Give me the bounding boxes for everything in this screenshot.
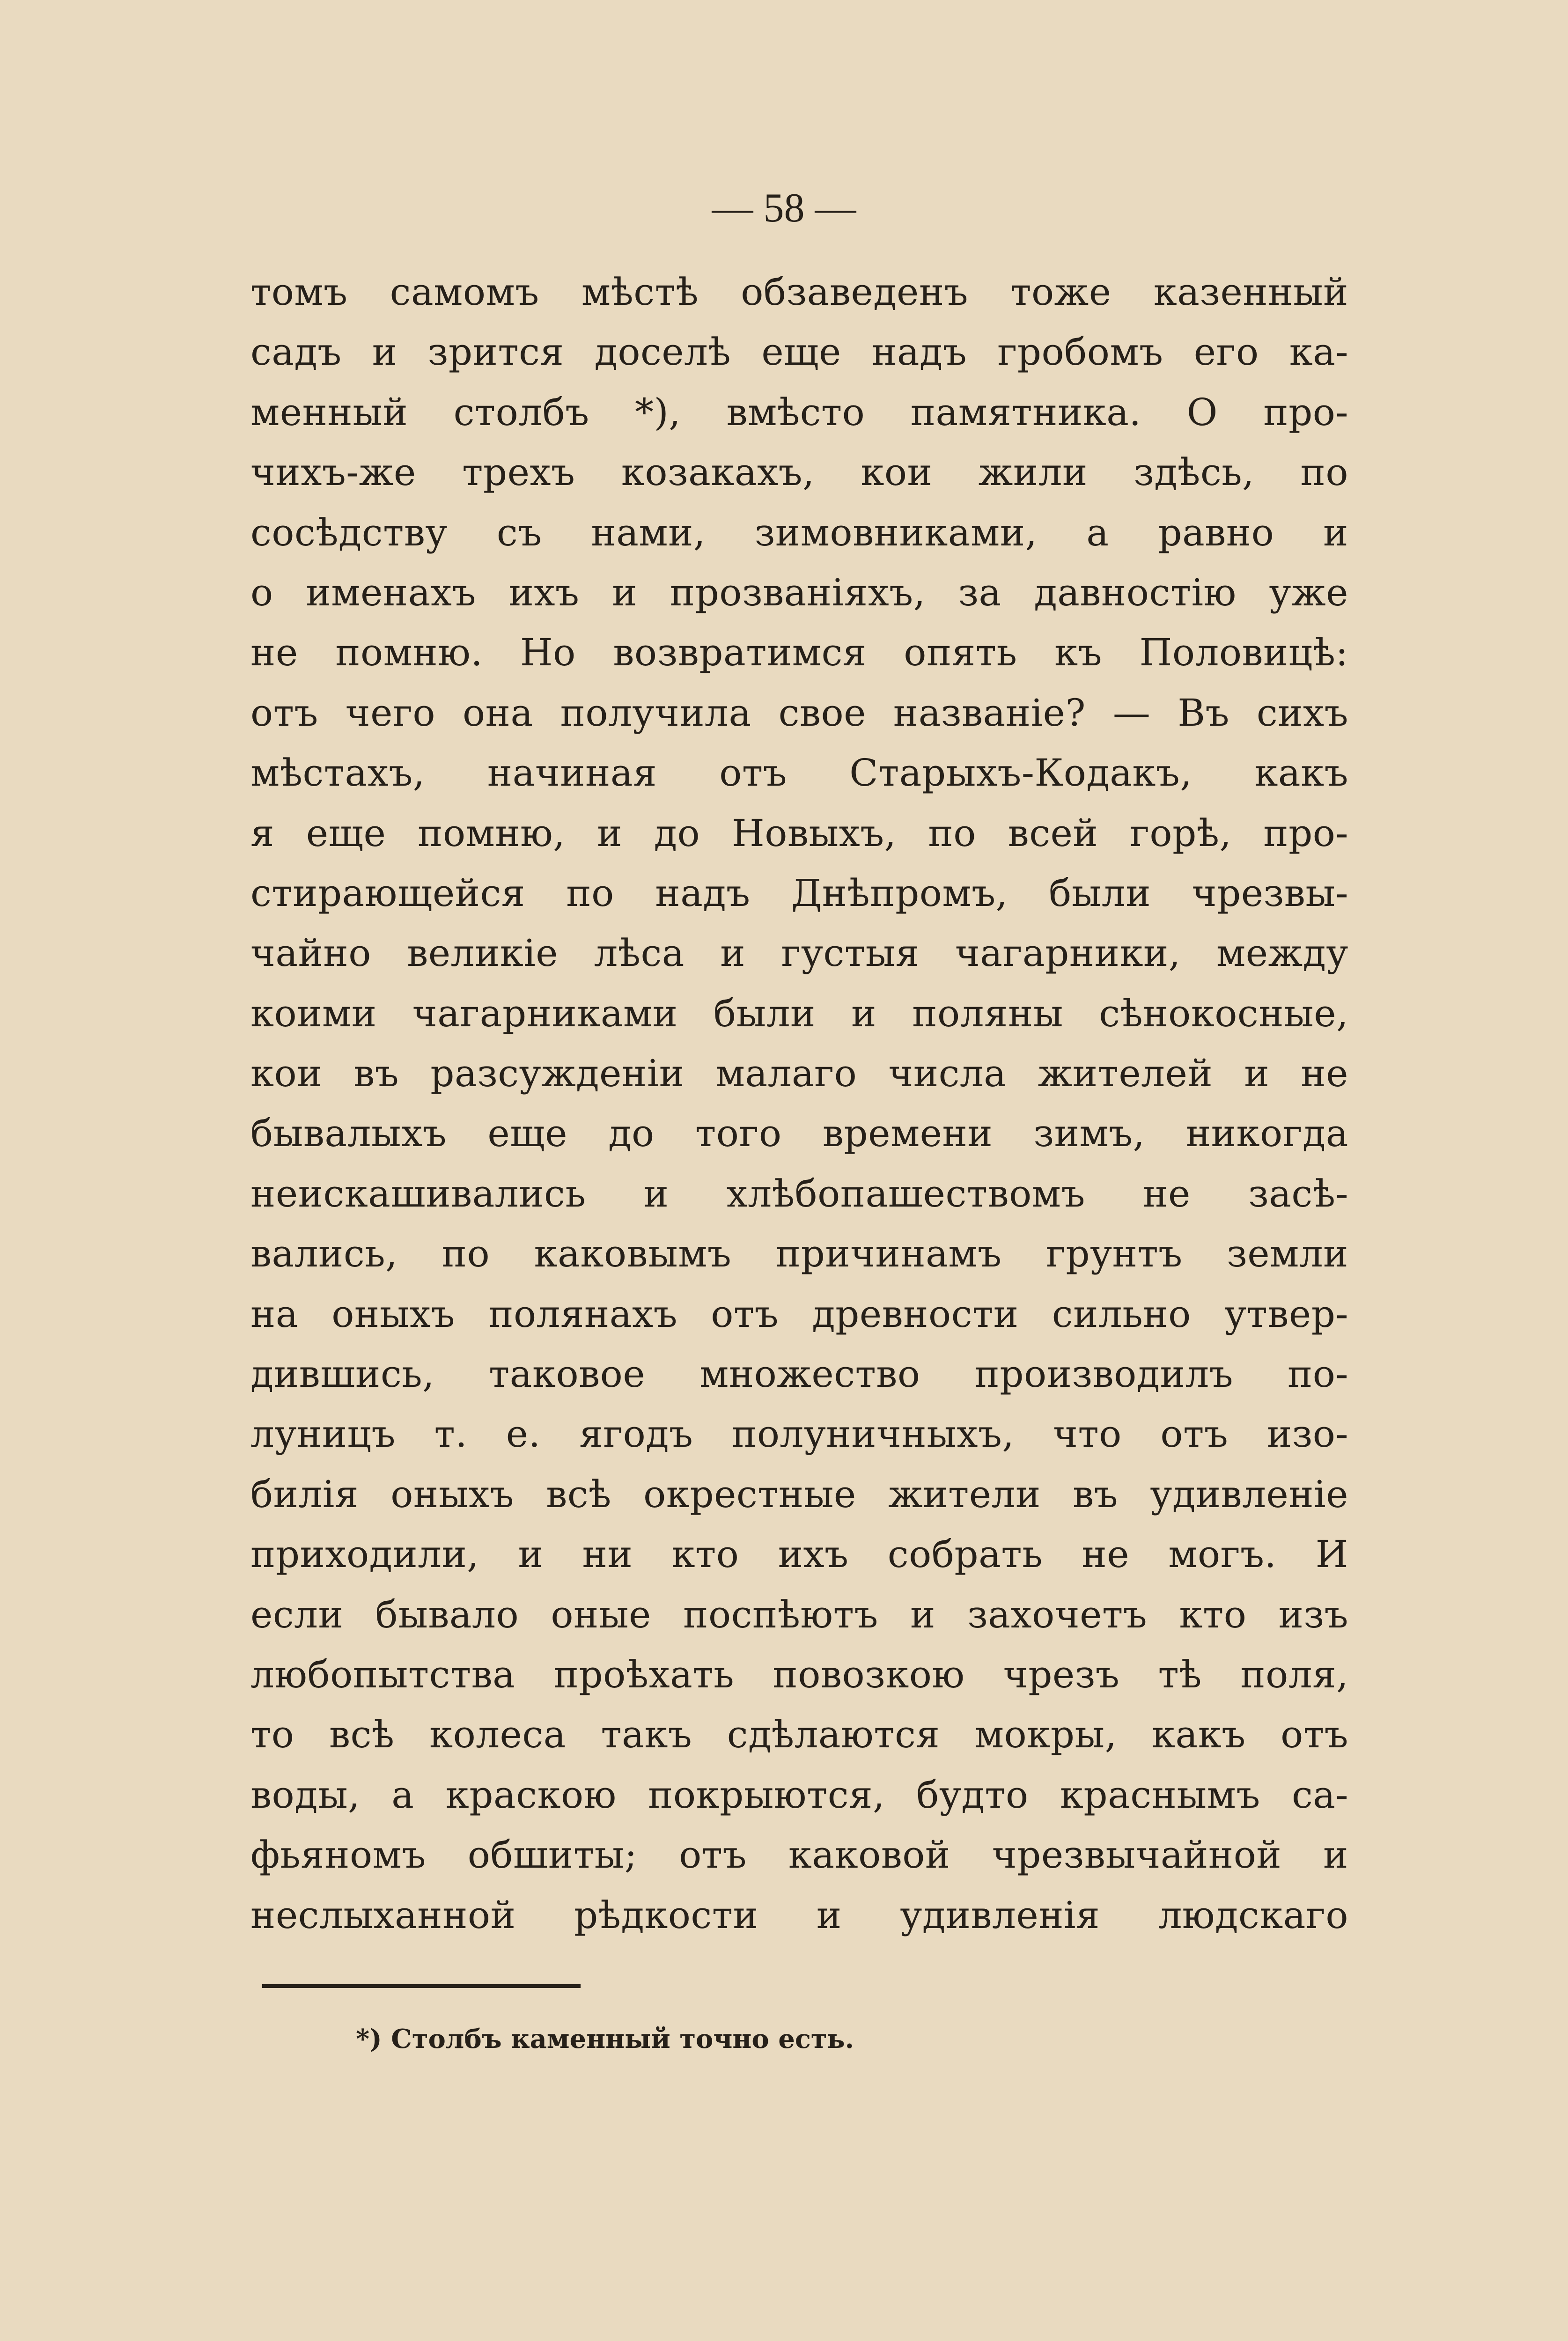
body-text [250, 262, 1348, 1945]
text-line: дившись, таковое множество производилъ по- [250, 1352, 1348, 1396]
text-line: неслыханной рѣдкости и удивленія людскаго [250, 1893, 1348, 1937]
text-line: отъ чего она получила свое названіе? — Въ сихъ [250, 691, 1348, 735]
text-line: то всѣ колеса такъ сдѣлаются мокры, какъ отъ [250, 1713, 1348, 1757]
text-line: сосѣдству съ нами, зимовниками, а равно и [250, 510, 1348, 554]
text-line: если бывало оные поспѣютъ и захочетъ кто изъ [250, 1592, 1348, 1636]
text-line: я еще помню, и до Новыхъ, по всей горѣ, про- [250, 811, 1348, 855]
footnote-divider [262, 1984, 581, 1988]
text-line: вались, по каковымъ причинамъ грунтъ земли [250, 1232, 1348, 1276]
text-line: неискашивались и хлѣбопашествомъ не засѣ- [250, 1171, 1348, 1215]
text-line: мѣстахъ, начиная отъ Старыхъ-Кодакъ, какъ [250, 751, 1348, 795]
text-line: о именахъ ихъ и прозваніяхъ, за давностію уже [250, 570, 1348, 614]
text-line: воды, а краскою покрыются, будто краснымъ са- [250, 1773, 1348, 1817]
text-line: чихъ-же трехъ козакахъ, кои жили здѣсь, по [250, 450, 1348, 494]
text-line: на оныхъ полянахъ отъ древности сильно утвер- [250, 1292, 1348, 1336]
page-number: — 58 — [712, 185, 856, 231]
text-line: томъ самомъ мѣстѣ обзаведенъ тоже казенный [250, 270, 1348, 314]
text-line: бывалыхъ еще до того времени зимъ, никогда [250, 1112, 1348, 1156]
text-line: билія оныхъ всѣ окрестные жители въ удивленіе [250, 1472, 1348, 1516]
text-line: луницъ т. е. ягодъ полуничныхъ, что отъ изо- [250, 1412, 1348, 1456]
text-line: менный столбъ *), вмѣсто памятника. О про- [250, 390, 1348, 434]
text-line: любопытства проѣхать повозкою чрезъ тѣ поля, [250, 1652, 1348, 1696]
text-line: не помню. Но возвратимся опять къ Половицѣ: [250, 631, 1348, 675]
text-line: чайно великіе лѣса и густыя чагарники, между [250, 931, 1348, 975]
text-line: фьяномъ обшиты; отъ каковой чрезвычайной и [250, 1833, 1348, 1877]
text-line: коими чагарниками были и поляны сѣнокосные, [250, 991, 1348, 1035]
text-line: кои въ разсужденіи малаго числа жителей и не [250, 1052, 1348, 1096]
footnote: *) Столбъ каменный точно есть. [356, 2024, 854, 2054]
text-line: приходили, и ни кто ихъ собрать не могъ. И [250, 1532, 1348, 1576]
text-line: стирающейся по надъ Днѣпромъ, были чрезвы- [250, 871, 1348, 915]
text-line: садъ и зрится доселѣ еще надъ гробомъ его ка- [250, 330, 1348, 374]
